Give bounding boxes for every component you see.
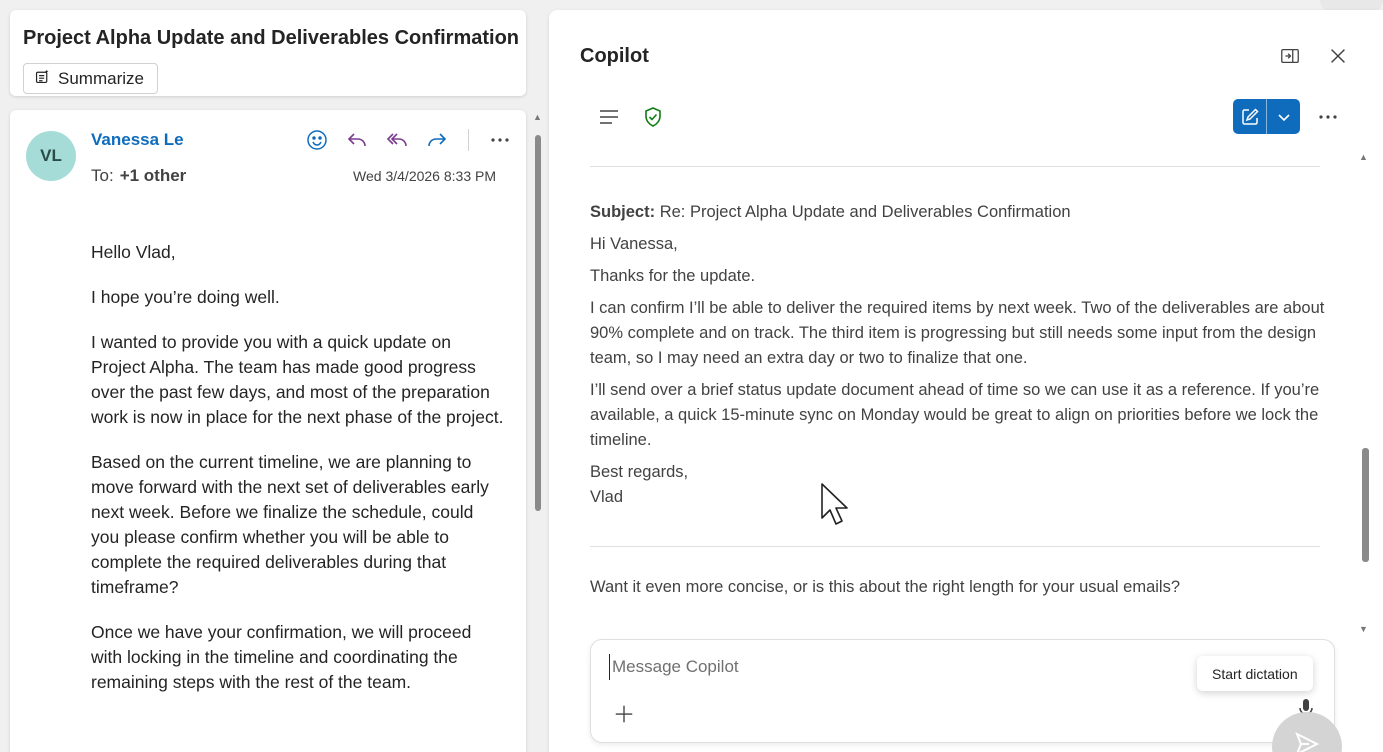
close-icon[interactable] [1323,42,1353,70]
body-paragraph: Once we have your confirmation, we will proceed with locking in the timeline and coordinating the remaining steps with the rest of the team. [91,622,472,692]
copilot-followup-question: Want it even more concise, or is this about the right length for your usual emails? [590,578,1181,596]
menu-icon[interactable] [594,103,624,131]
draft-paragraph: I’ll send over a brief status update document ahead of time so we can use it as a reference. If you’re available, a quick 15-minute sync on Monday would be great to align on priorities before we lock the timeline. [590,381,1320,449]
draft-paragraph: Thanks for the update. [590,267,756,285]
body-paragraph: Hello Vlad, [91,242,176,262]
subject-label: Subject: [590,203,656,221]
body-paragraph: I hope you’re doing well. [91,287,280,307]
divider [590,546,1320,547]
body-paragraph: I wanted to provide you with a quick update on Project Alpha. The team has made good progress over the past few days, and most of the preparation work is now in place for the next phase of the project. [91,332,504,427]
message-header-card [10,10,526,96]
reply-draft [590,200,1325,510]
scroll-up-arrow[interactable]: ▲ [533,112,542,122]
action-divider [468,129,469,151]
summarize-icon [34,68,51,90]
chevron-down-icon[interactable] [1267,99,1300,134]
reply-icon[interactable] [342,126,372,154]
draft-paragraph: Hi Vanessa, [590,235,678,253]
to-label: To: [91,166,114,185]
shield-check-icon[interactable] [638,103,668,131]
emoji-icon[interactable] [302,126,332,154]
body-paragraph: Based on the current timeline, we are planning to move forward with the next set of deliverables early next week. Before we finalize the schedule, could you please confirm whether you will be able to complete the required deliverables during that timeframe? [91,452,489,597]
summarize-button[interactable] [23,63,158,94]
scrollbar-thumb[interactable] [1362,448,1369,562]
copilot-title: Copilot [580,45,649,67]
message-date: Wed 3/4/2026 8:33 PM [353,168,496,184]
reply-all-icon[interactable] [382,126,412,154]
message-subject: Project Alpha Update and Deliverables Confirmation [23,27,520,49]
compose-box [590,639,1335,743]
new-chat-icon[interactable] [1233,99,1266,134]
draft-subject: Re: Project Alpha Update and Deliverables Confirmation [659,203,1071,221]
draft-signature: Vlad [590,488,624,506]
more-icon[interactable] [1313,103,1343,131]
recipients-line [91,166,186,186]
copilot-toolbar [594,103,668,131]
recipients-link[interactable]: +1 other [119,166,187,185]
draft-paragraph: I can confirm I’ll be able to deliver the required items by next week. Two of the deliverables are about 90% complete and on track. The third item is progressing but still needs some input from the design team, so I may need an extra day or two to finalize that one. [590,299,1325,367]
message-actions [302,126,515,154]
scroll-down-arrow[interactable]: ▼ [1359,624,1368,634]
dock-icon[interactable] [1275,42,1305,70]
copilot-window-controls [1275,42,1353,70]
message-reading-pane [10,110,526,752]
new-chat-split-button [1233,99,1300,134]
copilot-pane [549,10,1383,752]
message-copilot-input[interactable] [609,654,1109,680]
add-icon[interactable] [609,700,639,728]
message-body [91,240,506,715]
avatar[interactable]: VL [26,131,76,181]
summarize-label: Summarize [58,68,144,88]
divider [590,166,1320,167]
draft-closing: Best regards, [590,463,689,481]
draft-subject-line [590,200,1325,225]
mouse-cursor [820,482,852,531]
start-dictation-tooltip: Start dictation [1197,656,1313,691]
forward-icon[interactable] [422,126,452,154]
scrollbar-thumb[interactable] [535,135,541,511]
more-icon[interactable] [485,126,515,154]
sender-name[interactable]: Vanessa Le [91,130,184,149]
scroll-up-arrow[interactable]: ▲ [1359,152,1368,162]
